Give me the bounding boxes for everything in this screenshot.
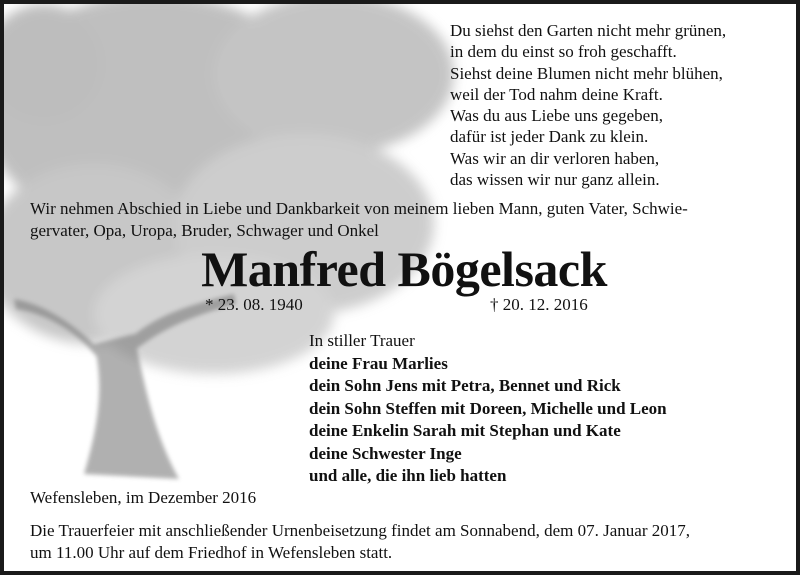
poem-line: Siehst deine Blumen nicht mehr blühen, (450, 63, 723, 83)
poem-line: dafür ist jeder Dank zu klein. (450, 127, 649, 147)
mourner-line: dein Sohn Jens mit Petra, Bennet und Rick (309, 376, 621, 395)
poem-line: Was du aus Liebe uns gegeben, (450, 106, 663, 126)
mourners-list (309, 330, 667, 488)
poem-line: Du siehst den Garten nicht mehr grünen, (450, 21, 727, 40)
intro-line: gervater, Opa, Uropa, Bruder, Schwager und Onkel (30, 221, 379, 240)
intro-line: Wir nehmen Abschied in Liebe und Dankbarkeit von meinem lieben Mann, guten Vater, Schwie- (30, 199, 688, 218)
birth-date: * 23. 08. 1940 (205, 295, 303, 314)
deceased-name: Manfred Bögelsack (201, 241, 607, 297)
mourner-line: dein Sohn Steffen mit Doreen, Michelle und Leon (309, 398, 667, 418)
mourner-line: deine Schwester Inge (309, 443, 462, 463)
poem-line: Was wir an dir verloren haben, (450, 148, 660, 168)
funeral-details (30, 520, 690, 564)
funeral-line: Die Trauerfeier mit anschließender Urnenbeisetzung findet am Sonnabend, dem 07. Januar 2017, (30, 521, 690, 540)
place-and-date: Wefensleben, im Dezember 2016 (30, 488, 257, 507)
poem-line: das wissen wir nur ganz allein. (450, 170, 660, 190)
poem-line: in dem du einst so froh geschafft. (450, 42, 677, 62)
mourners-heading: In stiller Trauer (309, 331, 415, 350)
poem (450, 20, 726, 190)
death-date: † 20. 12. 2016 (490, 295, 588, 314)
farewell-intro (30, 198, 688, 242)
mourner-line: deine Enkelin Sarah mit Stephan und Kate (309, 421, 621, 440)
mourner-line: deine Frau Marlies (309, 353, 448, 373)
mourner-line: und alle, die ihn lieb hatten (309, 466, 507, 485)
funeral-line: um 11.00 Uhr auf dem Friedhof in Wefensleben statt. (30, 543, 393, 562)
poem-line: weil der Tod nahm deine Kraft. (450, 84, 663, 104)
